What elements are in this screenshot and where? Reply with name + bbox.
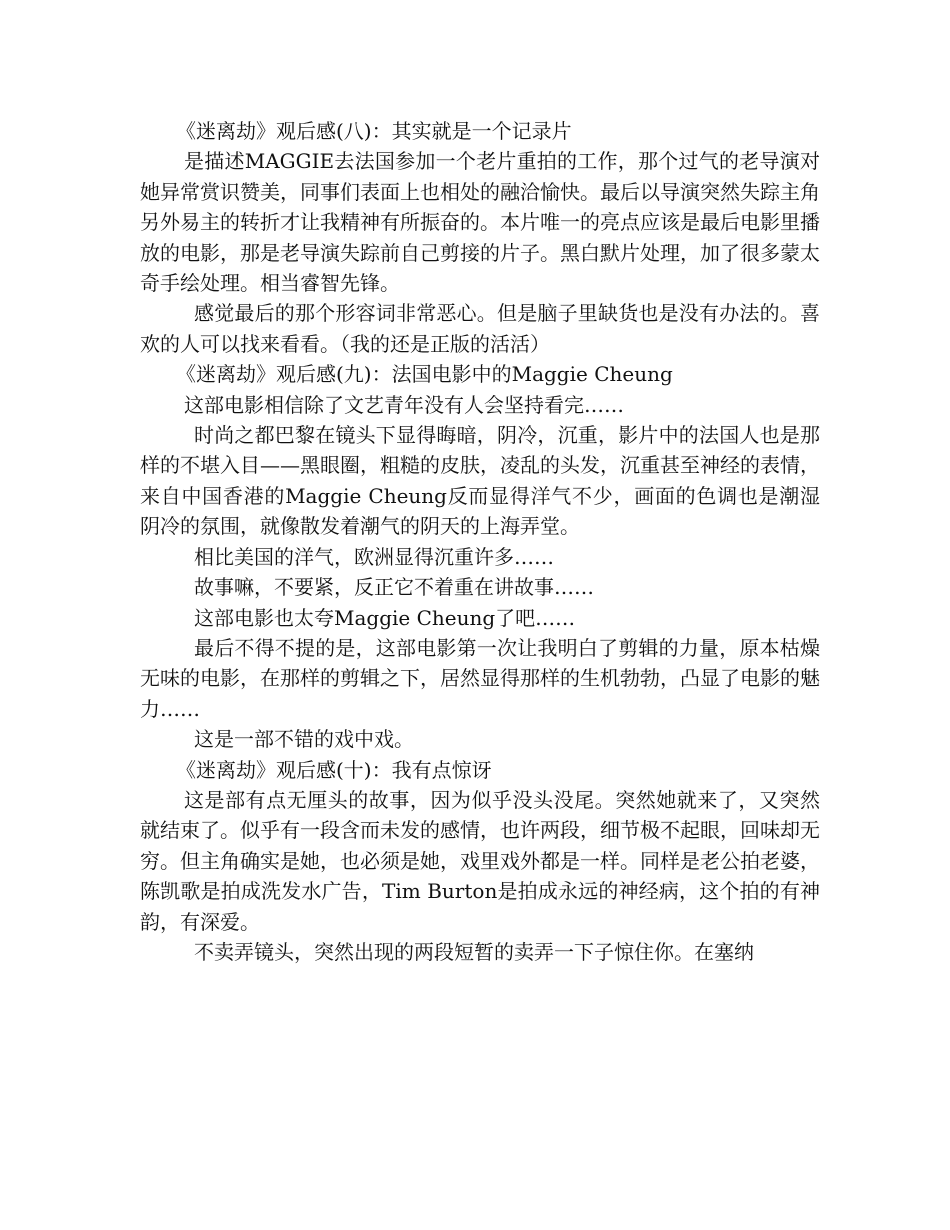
article-body xyxy=(140,116,820,967)
paragraph: 最后不得不提的是，这部电影第一次让我明白了剪辑的力量，原本枯燥无味的电影，在那样的剪辑之下，居然显得那样的生机勃勃，凸显了电影的魅力…… xyxy=(140,635,820,721)
section-heading-9: 《迷离劫》观后感(九)：法国电影中的Maggie Cheung xyxy=(176,362,673,387)
paragraph: 故事嘛，不要紧，反正它不着重在讲故事…… xyxy=(194,575,594,600)
paragraph: 这部电影也太夸Maggie Cheung了吧…… xyxy=(194,605,576,630)
paragraph: 这部电影相信除了文艺青年没有人会坚持看完…… xyxy=(184,392,624,417)
paragraph: 时尚之都巴黎在镜头下显得晦暗，阴冷，沉重，影片中的法国人也是那样的不堪入目——黑眼圈，粗糙的皮肤，凌乱的头发，沉重甚至神经的表情，来自中国香港的Maggie Cheung反而显得洋气不少，画面的色调也是潮湿阴冷的氛围，就像散发着潮气的阴天的上海弄堂。 xyxy=(140,423,820,539)
paragraph: 不卖弄镜头，突然出现的两段短暂的卖弄一下子惊住你。在塞纳 xyxy=(194,939,754,964)
paragraph: 是描述MAGGIE去法国参加一个老片重拍的工作，那个过气的老导演对她异常赏识赞美，同事们表面上也相处的融洽愉快。最后以导演突然失踪主角另外易主的转折才让我精神有所振奋的。本片唯一的亮点应该是最后电影里播放的电影，那是老导演失踪前自己剪接的片子。黑白默片处理，加了很多蒙太奇手绘处理。相当睿智先锋。 xyxy=(140,149,820,296)
paragraph: 这是部有点无厘头的故事，因为似乎没头没尾。突然她就来了，又突然就结束了。似乎有一段含而未发的感情，也许两段，细节极不起眼，回味却无穷。但主角确实是她，也必须是她，戏里戏外都是一样。同样是老公拍老婆，陈凯歌是拍成洗发水广告，Tim Burton是拍成永远的神经病，这个拍的有神韵，有深爱。 xyxy=(140,787,820,934)
paragraph: 感觉最后的那个形容词非常恶心。但是脑子里缺货也是没有办法的。喜欢的人可以找来看看。（我的还是正版的活活） xyxy=(140,301,820,356)
section-heading-8: 《迷离劫》观后感(八)：其实就是一个记录片 xyxy=(176,119,572,143)
paragraph: 这是一部不错的戏中戏。 xyxy=(194,727,414,752)
paragraph: 相比美国的洋气，欧洲显得沉重许多…… xyxy=(194,544,554,569)
section-heading-10: 《迷离劫》观后感(十)：我有点惊讶 xyxy=(176,757,492,782)
